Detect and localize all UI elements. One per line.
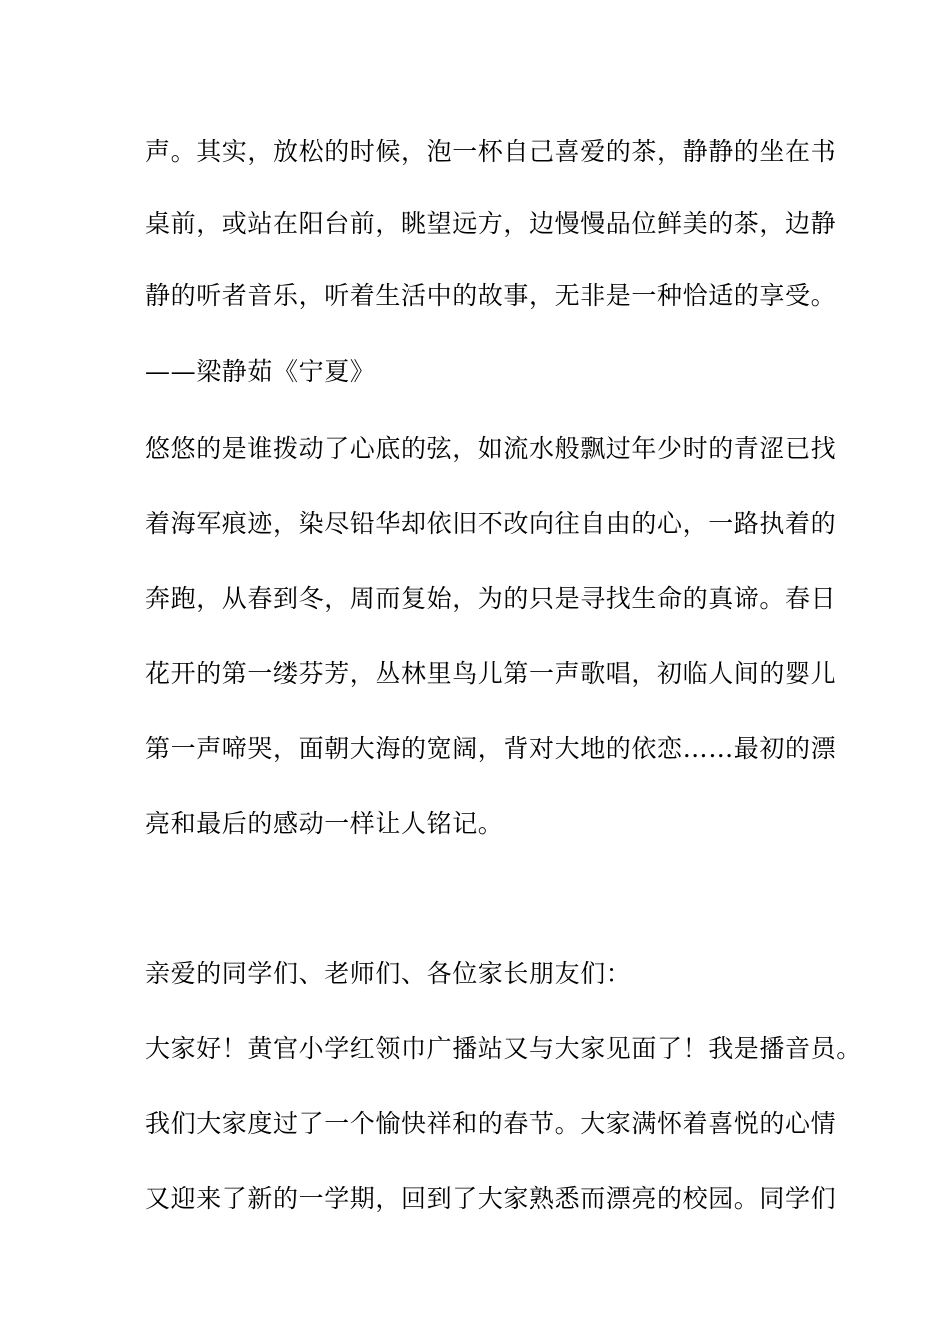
quote-attribution: ——梁静茹《宁夏》 [145, 357, 376, 386]
text-line: 声。其实，放松的时候，泡一杯自己喜爱的茶，静静的坐在书 [145, 137, 837, 166]
salutation: 亲爱的同学们、老师们、各位家长朋友们： [145, 959, 632, 988]
text-line: 奔跑，从春到冬，周而复始，为的只是寻找生命的真谛。春日 [145, 584, 837, 613]
text-line: 我们大家度过了一个愉快祥和的春节。大家满怀着喜悦的心情 [145, 1109, 837, 1138]
text-line: 花开的第一缕芬芳，丛林里鸟儿第一声歌唱，初临人间的婴儿 [145, 659, 837, 688]
text-line: 第一声啼哭，面朝大海的宽阔，背对大地的依恋……最初的漂 [145, 734, 837, 763]
text-line: 着海军痕迹，染尽铅华却依旧不改向往自由的心，一路执着的 [145, 509, 837, 538]
text-line: 亮和最后的感动一样让人铭记。 [145, 809, 504, 838]
text-line: 大家好！黄官小学红领巾广播站又与大家见面了！我是播音员。 [145, 1034, 862, 1063]
text-line: 静的听者音乐，听着生活中的故事，无非是一种恰适的享受。 [145, 281, 837, 310]
text-line: 又迎来了新的一学期，回到了大家熟悉而漂亮的校园。同学们 [145, 1184, 837, 1213]
text-line: 桌前，或站在阳台前，眺望远方，边慢慢品位鲜美的茶，边静 [145, 209, 837, 238]
text-line: 悠悠的是谁拨动了心底的弦，如流水般飘过年少时的青涩已找 [145, 434, 837, 463]
